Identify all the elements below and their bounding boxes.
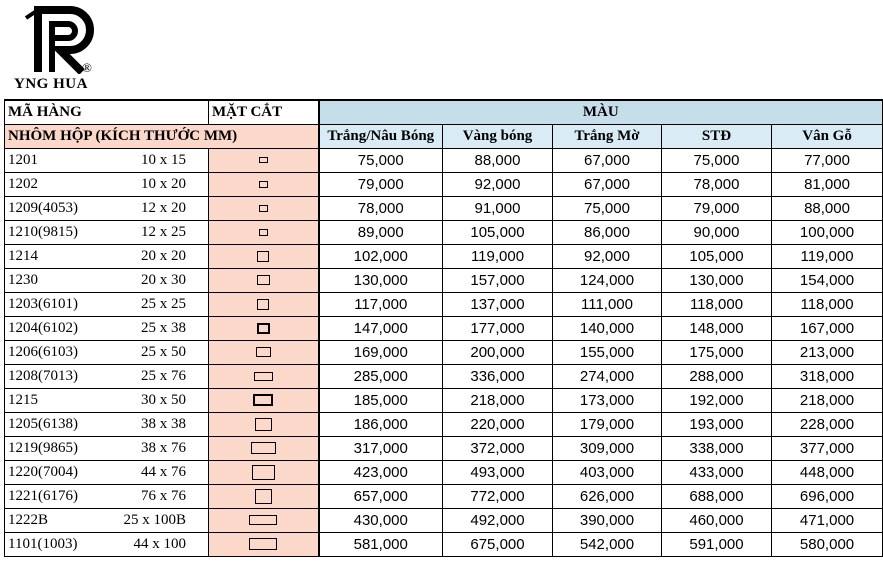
rectangle-profile-icon [251,442,276,454]
registered-mark: ® [82,60,92,75]
color-col-2: Trắng Mờ [553,124,662,148]
price-cell: 77,000 [772,148,883,172]
price-cell: 102,000 [319,244,443,268]
product-size: 12 x 25 [141,223,186,240]
price-cell: 147,000 [319,316,443,340]
rectangle-profile-icon [257,323,270,334]
rectangle-profile-icon [257,299,269,310]
price-cell: 288,000 [662,364,772,388]
price-cell: 105,000 [662,244,772,268]
price-cell: 403,000 [553,460,662,484]
product-code-cell [5,148,209,172]
product-code-cell [5,388,209,412]
rectangle-profile-icon [259,229,268,236]
section-cell [209,268,319,292]
section-cell [209,244,319,268]
rectangle-profile-icon [257,275,270,285]
brand-name: YNG HUA [14,76,88,92]
price-cell: 91,000 [443,196,553,220]
section-cell [209,460,319,484]
header-row [5,100,883,124]
product-code: 1202 [8,175,38,192]
price-cell: 154,000 [772,268,883,292]
price-cell: 173,000 [553,388,662,412]
price-cell: 169,000 [319,340,443,364]
rectangle-profile-icon [252,465,275,480]
price-cell: 90,000 [662,220,772,244]
price-cell: 88,000 [772,196,883,220]
price-cell: 75,000 [319,148,443,172]
price-cell: 372,000 [443,436,553,460]
product-size: 25 x 38 [141,319,186,336]
rectangle-profile-icon [255,489,272,504]
table-row [5,196,883,220]
section-cell [209,388,319,412]
product-size: 25 x 100B [123,511,186,528]
price-table [4,99,883,557]
table-row [5,532,883,556]
price-cell: 460,000 [662,508,772,532]
table-row [5,172,883,196]
table-row [5,364,883,388]
price-cell: 92,000 [553,244,662,268]
price-cell: 626,000 [553,484,662,508]
product-code: 1206(6103) [8,343,78,360]
price-cell: 157,000 [443,268,553,292]
product-size: 10 x 20 [141,175,186,192]
table-row [5,484,883,508]
price-cell: 86,000 [553,220,662,244]
price-cell: 220,000 [443,412,553,436]
section-cell [209,364,319,388]
product-code: 1210(9815) [8,223,78,240]
price-cell: 542,000 [553,532,662,556]
price-cell: 591,000 [662,532,772,556]
color-col-3: STĐ [662,124,772,148]
section-cell [209,220,319,244]
product-code-cell [5,460,209,484]
price-cell: 390,000 [553,508,662,532]
price-cell: 88,000 [443,148,553,172]
price-cell: 185,000 [319,388,443,412]
product-code: 1219(9865) [8,439,78,456]
rectangle-profile-icon [255,418,272,431]
product-code-cell [5,484,209,508]
section-cell [209,436,319,460]
price-cell: 75,000 [553,196,662,220]
price-cell: 688,000 [662,484,772,508]
price-cell: 79,000 [662,196,772,220]
product-size: 12 x 20 [141,199,186,216]
table-row [5,148,883,172]
product-code: 1209(4053) [8,199,78,216]
price-cell: 580,000 [772,532,883,556]
price-cell: 193,000 [662,412,772,436]
header-color: MÀU [319,100,883,124]
product-size: 20 x 20 [141,247,186,264]
price-cell: 117,000 [319,292,443,316]
price-cell: 111,000 [553,292,662,316]
section-cell [209,508,319,532]
price-cell: 81,000 [772,172,883,196]
header-group: NHÔM HỘP (KÍCH THƯỚC MM) [5,124,319,148]
product-size: 38 x 76 [141,439,186,456]
product-code-cell [5,316,209,340]
rectangle-profile-icon [259,205,268,212]
price-cell: 140,000 [553,316,662,340]
price-cell: 318,000 [772,364,883,388]
price-cell: 148,000 [662,316,772,340]
price-cell: 186,000 [319,412,443,436]
product-size: 25 x 50 [141,343,186,360]
rectangle-profile-icon [253,394,273,406]
price-cell: 124,000 [553,268,662,292]
section-cell [209,196,319,220]
header-code: MÃ HÀNG [5,100,209,124]
product-size: 25 x 76 [141,367,186,384]
product-code: 1204(6102) [8,319,78,336]
product-code-cell [5,172,209,196]
product-code: 1230 [8,271,38,288]
price-cell: 772,000 [443,484,553,508]
color-col-0: Trắng/Nâu Bóng [319,124,443,148]
rectangle-profile-icon [259,157,268,163]
price-cell: 492,000 [443,508,553,532]
rectangle-profile-icon [249,538,277,550]
price-cell: 78,000 [319,196,443,220]
product-code: 1101(1003) [8,535,78,552]
section-cell [209,316,319,340]
price-cell: 167,000 [772,316,883,340]
table-row [5,388,883,412]
header-section: MẶT CẮT [209,100,319,124]
product-code-cell [5,244,209,268]
product-code: 1221(6176) [8,487,78,504]
product-code: 1222B [8,511,49,528]
price-cell: 92,000 [443,172,553,196]
price-cell: 675,000 [443,532,553,556]
price-cell: 430,000 [319,508,443,532]
product-code: 1215 [8,391,38,408]
price-cell: 67,000 [553,172,662,196]
price-cell: 581,000 [319,532,443,556]
product-size: 20 x 30 [141,271,186,288]
product-code-cell [5,196,209,220]
price-cell: 213,000 [772,340,883,364]
price-cell: 218,000 [443,388,553,412]
price-cell: 338,000 [662,436,772,460]
product-code: 1205(6138) [8,415,78,432]
product-code-cell [5,340,209,364]
section-cell [209,172,319,196]
product-code-cell [5,220,209,244]
price-cell: 309,000 [553,436,662,460]
price-cell: 155,000 [553,340,662,364]
product-size: 44 x 76 [141,463,186,480]
table-row [5,460,883,484]
product-code-cell [5,292,209,316]
price-cell: 105,000 [443,220,553,244]
table-row [5,436,883,460]
price-cell: 493,000 [443,460,553,484]
table-row [5,412,883,436]
product-size: 10 x 15 [141,151,186,168]
price-cell: 67,000 [553,148,662,172]
price-cell: 78,000 [662,172,772,196]
price-cell: 448,000 [772,460,883,484]
product-code: 1220(7004) [8,463,78,480]
price-cell: 471,000 [772,508,883,532]
price-cell: 317,000 [319,436,443,460]
price-cell: 175,000 [662,340,772,364]
price-cell: 179,000 [553,412,662,436]
price-cell: 200,000 [443,340,553,364]
product-size: 44 x 100 [133,535,186,552]
product-code: 1214 [8,247,38,264]
price-cell: 218,000 [772,388,883,412]
product-size: 38 x 38 [141,415,186,432]
price-cell: 274,000 [553,364,662,388]
price-cell: 423,000 [319,460,443,484]
price-cell: 377,000 [772,436,883,460]
product-code: 1208(7013) [8,367,78,384]
product-size: 25 x 25 [141,295,186,312]
product-size: 76 x 76 [141,487,186,504]
product-code-cell [5,532,209,556]
company-logo [14,4,114,96]
product-code-cell [5,412,209,436]
product-code: 1203(6101) [8,295,78,312]
price-cell: 118,000 [772,292,883,316]
table-row [5,220,883,244]
price-cell: 228,000 [772,412,883,436]
price-cell: 137,000 [443,292,553,316]
table-row [5,508,883,532]
section-cell [209,148,319,172]
section-cell [209,292,319,316]
subheader-row [5,124,883,148]
section-cell [209,412,319,436]
product-code-cell [5,364,209,388]
section-cell [209,340,319,364]
rectangle-profile-icon [259,181,268,188]
price-cell: 119,000 [443,244,553,268]
section-cell [209,532,319,556]
rectangle-profile-icon [256,347,271,357]
price-cell: 192,000 [662,388,772,412]
price-cell: 433,000 [662,460,772,484]
price-cell: 336,000 [443,364,553,388]
color-col-4: Vân Gỗ [772,124,883,148]
table-row [5,292,883,316]
product-size: 30 x 50 [141,391,186,408]
price-cell: 657,000 [319,484,443,508]
price-cell: 75,000 [662,148,772,172]
price-cell: 177,000 [443,316,553,340]
product-code-cell [5,436,209,460]
price-cell: 119,000 [772,244,883,268]
price-cell: 79,000 [319,172,443,196]
section-cell [209,484,319,508]
price-cell: 118,000 [662,292,772,316]
color-col-1: Vàng bóng [443,124,553,148]
rectangle-profile-icon [257,251,269,262]
price-cell: 89,000 [319,220,443,244]
table-row [5,340,883,364]
rectangle-profile-icon [254,372,273,381]
price-cell: 130,000 [319,268,443,292]
table-row [5,316,883,340]
product-code-cell [5,268,209,292]
product-code-cell [5,508,209,532]
price-cell: 100,000 [772,220,883,244]
price-cell: 285,000 [319,364,443,388]
table-row [5,268,883,292]
product-code: 1201 [8,151,38,168]
price-cell: 130,000 [662,268,772,292]
rectangle-profile-icon [249,515,277,525]
price-cell: 696,000 [772,484,883,508]
table-row [5,244,883,268]
